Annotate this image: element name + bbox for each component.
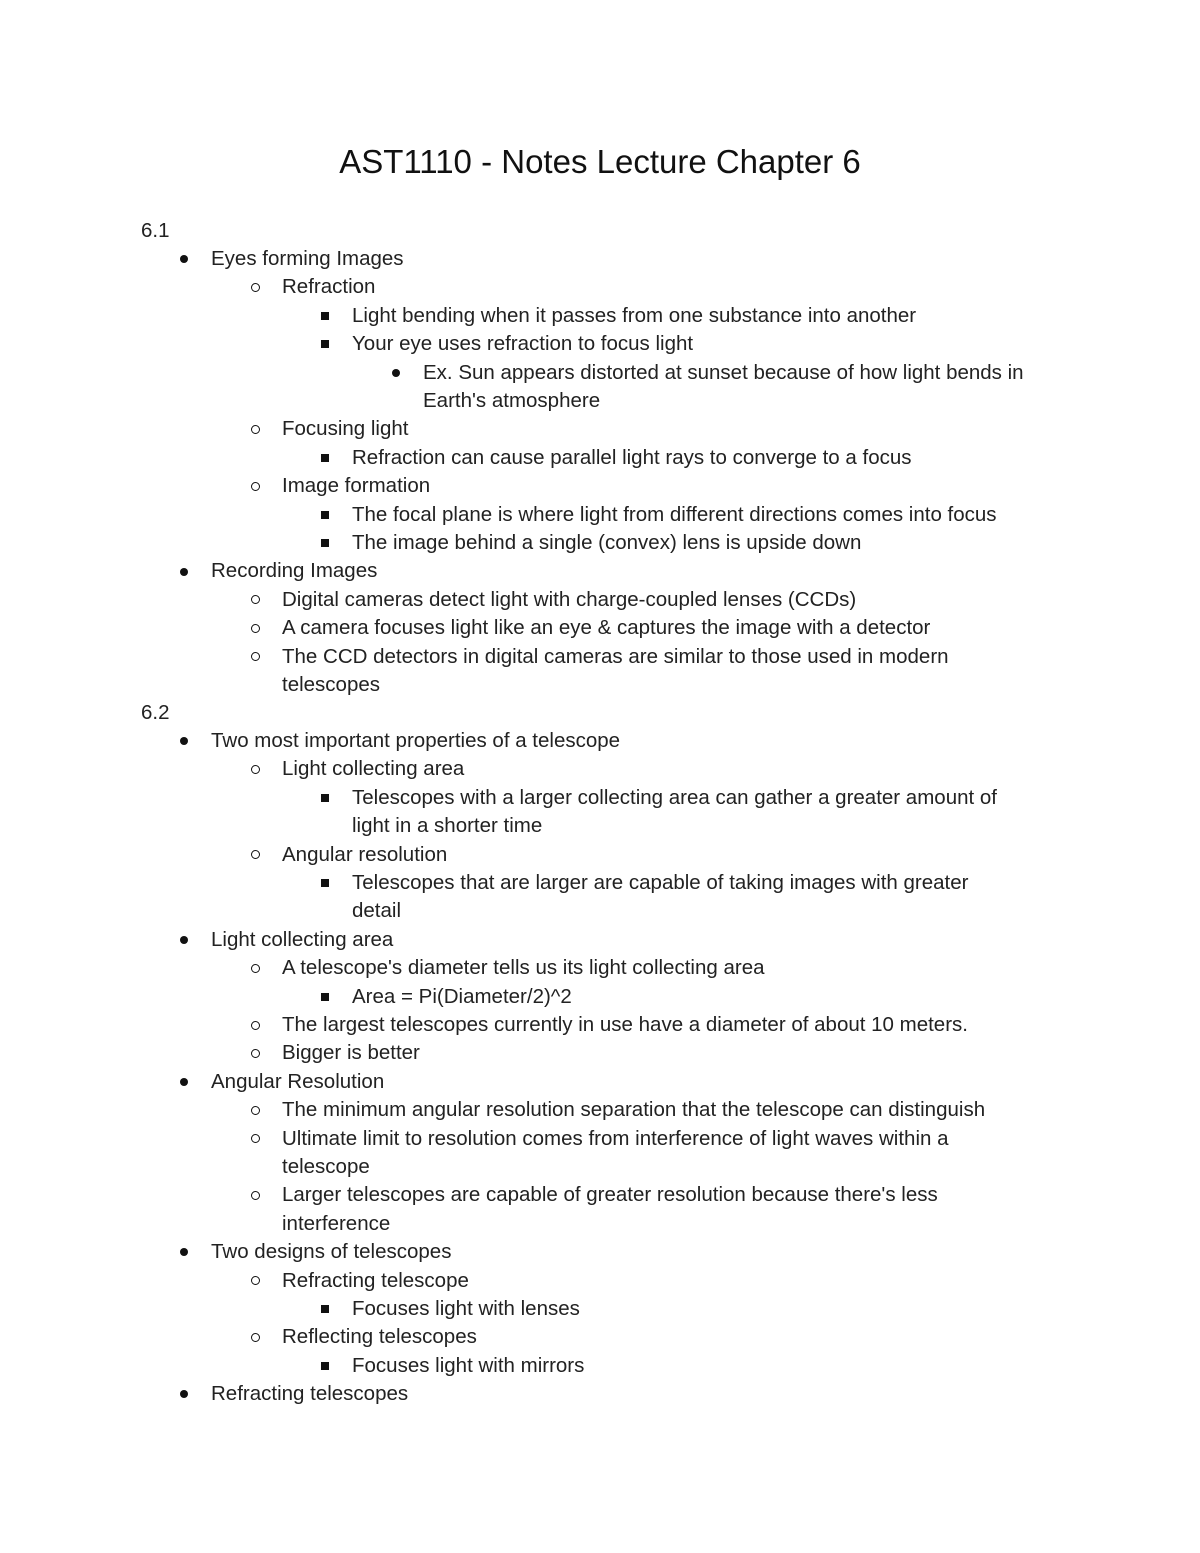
square-bullet-icon <box>318 784 332 812</box>
disc-bullet-mark <box>180 1390 188 1398</box>
list-item <box>282 1267 469 1295</box>
list-item <box>352 784 997 812</box>
list-item-text: Reflecting telescopes <box>282 1325 477 1349</box>
square-bullet-icon <box>318 983 332 1011</box>
circle-bullet-icon <box>248 273 262 301</box>
list-item-text: The image behind a single (convex) lens is upside down <box>352 531 862 554</box>
list-item-continuation <box>282 1210 390 1238</box>
circle-bullet-mark <box>251 1276 260 1285</box>
list-item-text: The largest telescopes currently in use have a diameter of about 10 meters. <box>282 1013 968 1036</box>
circle-bullet-icon <box>248 841 262 869</box>
list-item <box>282 1323 477 1351</box>
circle-bullet-mark <box>251 850 260 859</box>
list-item-text: Angular Resolution <box>211 1069 385 1093</box>
square-bullet-mark <box>321 539 329 547</box>
disc-bullet-mark <box>180 255 188 263</box>
disc-bullet-mark <box>392 369 400 377</box>
disc-bullet-mark <box>180 1078 188 1086</box>
circle-bullet-mark <box>251 1191 260 1200</box>
list-item-text: telescope <box>282 1155 370 1178</box>
circle-bullet-icon <box>248 954 262 982</box>
square-bullet-mark <box>321 312 329 320</box>
circle-bullet-mark <box>251 624 260 633</box>
section-heading-6-1: 6.1 <box>141 219 170 242</box>
circle-bullet-mark <box>251 652 260 661</box>
list-item <box>352 1352 584 1380</box>
list-item <box>352 869 968 897</box>
list-item-text: interference <box>282 1211 391 1235</box>
list-item-text: Eyes forming Images <box>211 247 404 270</box>
disc-bullet-icon <box>177 727 191 755</box>
circle-bullet-icon <box>248 1267 262 1295</box>
circle-bullet-mark <box>251 765 260 774</box>
disc-bullet-icon <box>177 1238 191 1266</box>
circle-bullet-mark <box>251 1049 260 1058</box>
list-item-text: Light bending when it passes from one substance into another <box>352 303 917 327</box>
list-item <box>352 330 693 358</box>
square-bullet-icon <box>318 869 332 897</box>
list-item-text: Light collecting area <box>211 927 394 951</box>
list-item <box>282 586 856 614</box>
circle-bullet-icon <box>248 1096 262 1124</box>
list-item-text: Telescopes with a larger collecting area can gather a greater amount of <box>352 785 997 809</box>
circle-bullet-mark <box>251 1106 260 1115</box>
list-item-text: Larger telescopes are capable of greater resolution because there's less <box>282 1183 938 1207</box>
disc-bullet-icon <box>177 1380 191 1408</box>
circle-bullet-mark <box>251 482 260 491</box>
list-item-text: A telescope's diameter tells us its light collecting area <box>282 956 765 980</box>
list-item-text: Angular resolution <box>282 842 448 866</box>
disc-bullet-icon <box>177 557 191 585</box>
list-item-text: light in a shorter time <box>352 814 543 838</box>
list-item-text: Your eye uses refraction to focus light <box>352 332 694 356</box>
disc-bullet-icon <box>177 1068 191 1096</box>
list-item-text: Area = Pi(Diameter/2)^2 <box>352 984 572 1008</box>
circle-bullet-mark <box>251 1333 260 1342</box>
square-bullet-mark <box>321 879 329 887</box>
list-item-text: Light collecting area <box>282 757 465 781</box>
list-item-text: Focuses light with mirrors <box>352 1353 585 1377</box>
disc-bullet-mark <box>180 936 188 944</box>
square-bullet-icon <box>318 330 332 358</box>
list-item <box>211 926 393 954</box>
disc-bullet-icon <box>389 359 403 387</box>
list-item-text: Digital cameras detect light with charge-coupled lenses (CCDs) <box>282 587 857 611</box>
circle-bullet-icon <box>248 472 262 500</box>
square-bullet-mark <box>321 1305 329 1313</box>
list-item <box>282 415 408 443</box>
list-item-text: Focuses light with lenses <box>352 1297 580 1320</box>
list-item-continuation <box>282 1153 370 1181</box>
list-item <box>352 444 912 472</box>
list-item-continuation <box>352 897 401 925</box>
circle-bullet-icon <box>248 755 262 783</box>
circle-bullet-icon <box>248 1181 262 1209</box>
list-item <box>282 1096 985 1124</box>
list-item <box>282 1039 420 1067</box>
list-item <box>282 954 765 982</box>
list-item <box>352 501 997 529</box>
circle-bullet-mark <box>251 964 260 973</box>
circle-bullet-icon <box>248 643 262 671</box>
disc-bullet-mark <box>180 737 188 745</box>
list-item <box>211 245 404 273</box>
list-item <box>352 1295 580 1323</box>
list-item <box>282 841 447 869</box>
square-bullet-icon <box>318 444 332 472</box>
list-item-text: Refraction <box>282 275 376 299</box>
list-item-text: A camera focuses light like an eye & captures the image with a detector <box>282 616 931 640</box>
square-bullet-mark <box>321 794 329 802</box>
list-item-text: Bigger is better <box>282 1041 420 1065</box>
list-item-continuation <box>423 387 600 415</box>
circle-bullet-icon <box>248 586 262 614</box>
square-bullet-icon <box>318 302 332 330</box>
square-bullet-mark <box>321 993 329 1001</box>
list-item-continuation <box>352 812 542 840</box>
list-item-text: Refracting telescopes <box>211 1382 409 1406</box>
list-item-text: Two most important properties of a telescope <box>211 729 621 752</box>
circle-bullet-icon <box>248 1125 262 1153</box>
disc-bullet-icon <box>177 926 191 954</box>
square-bullet-icon <box>318 1295 332 1323</box>
list-item-text: Ultimate limit to resolution comes from interference of light waves within a <box>282 1126 949 1150</box>
list-item <box>282 1181 938 1209</box>
list-item <box>352 302 916 330</box>
list-item-text: The focal plane is where light from different directions comes into focus <box>352 502 997 526</box>
list-item-continuation <box>282 671 380 699</box>
circle-bullet-icon <box>248 614 262 642</box>
disc-bullet-mark <box>180 1248 188 1256</box>
list-item <box>282 614 930 642</box>
list-item <box>282 643 949 671</box>
circle-bullet-icon <box>248 1039 262 1067</box>
list-item-text: The minimum angular resolution separation that the telescope can distinguish <box>282 1098 986 1122</box>
disc-bullet-icon <box>177 245 191 273</box>
square-bullet-icon <box>318 501 332 529</box>
disc-bullet-mark <box>180 568 188 576</box>
list-item-text: telescopes <box>282 673 381 696</box>
list-item <box>352 529 861 557</box>
list-item <box>282 273 375 301</box>
list-item-text: Recording Images <box>211 559 378 583</box>
list-item-text: The CCD detectors in digital cameras are similar to those used in modern <box>282 644 949 668</box>
page-title: AST1110 - Notes Lecture Chapter 6 <box>339 143 861 180</box>
list-item <box>211 1068 384 1096</box>
circle-bullet-icon <box>248 1323 262 1351</box>
square-bullet-icon <box>318 1352 332 1380</box>
list-item <box>352 983 572 1011</box>
list-item-text: Two designs of telescopes <box>211 1240 452 1264</box>
circle-bullet-mark <box>251 425 260 434</box>
list-item <box>423 359 1024 387</box>
section-heading-6-2: 6.2 <box>141 701 170 724</box>
list-item-text: Earth's atmosphere <box>423 389 601 412</box>
list-item <box>282 755 464 783</box>
list-item-text: Telescopes that are larger are capable of taking images with greater <box>352 871 969 894</box>
circle-bullet-mark <box>251 283 260 292</box>
circle-bullet-mark <box>251 595 260 604</box>
circle-bullet-icon <box>248 1011 262 1039</box>
list-item <box>211 1380 408 1408</box>
list-item <box>211 1238 451 1266</box>
circle-bullet-icon <box>248 415 262 443</box>
list-item <box>282 472 430 500</box>
list-item-text: Ex. Sun appears distorted at sunset because of how light bends in <box>423 360 1024 384</box>
list-item-text: Image formation <box>282 474 431 498</box>
list-item-text: Refracting telescope <box>282 1268 469 1292</box>
square-bullet-mark <box>321 511 329 519</box>
list-item-text: detail <box>352 899 402 923</box>
list-item <box>211 727 620 755</box>
list-item-text: Focusing light <box>282 417 409 441</box>
square-bullet-mark <box>321 1362 329 1370</box>
list-item <box>282 1125 949 1153</box>
list-item <box>211 557 377 585</box>
square-bullet-mark <box>321 454 329 462</box>
list-item-text: Refraction can cause parallel light rays to converge to a focus <box>352 445 912 469</box>
circle-bullet-mark <box>251 1021 260 1030</box>
square-bullet-mark <box>321 340 329 348</box>
circle-bullet-mark <box>251 1134 260 1143</box>
list-item <box>282 1011 968 1039</box>
square-bullet-icon <box>318 529 332 557</box>
